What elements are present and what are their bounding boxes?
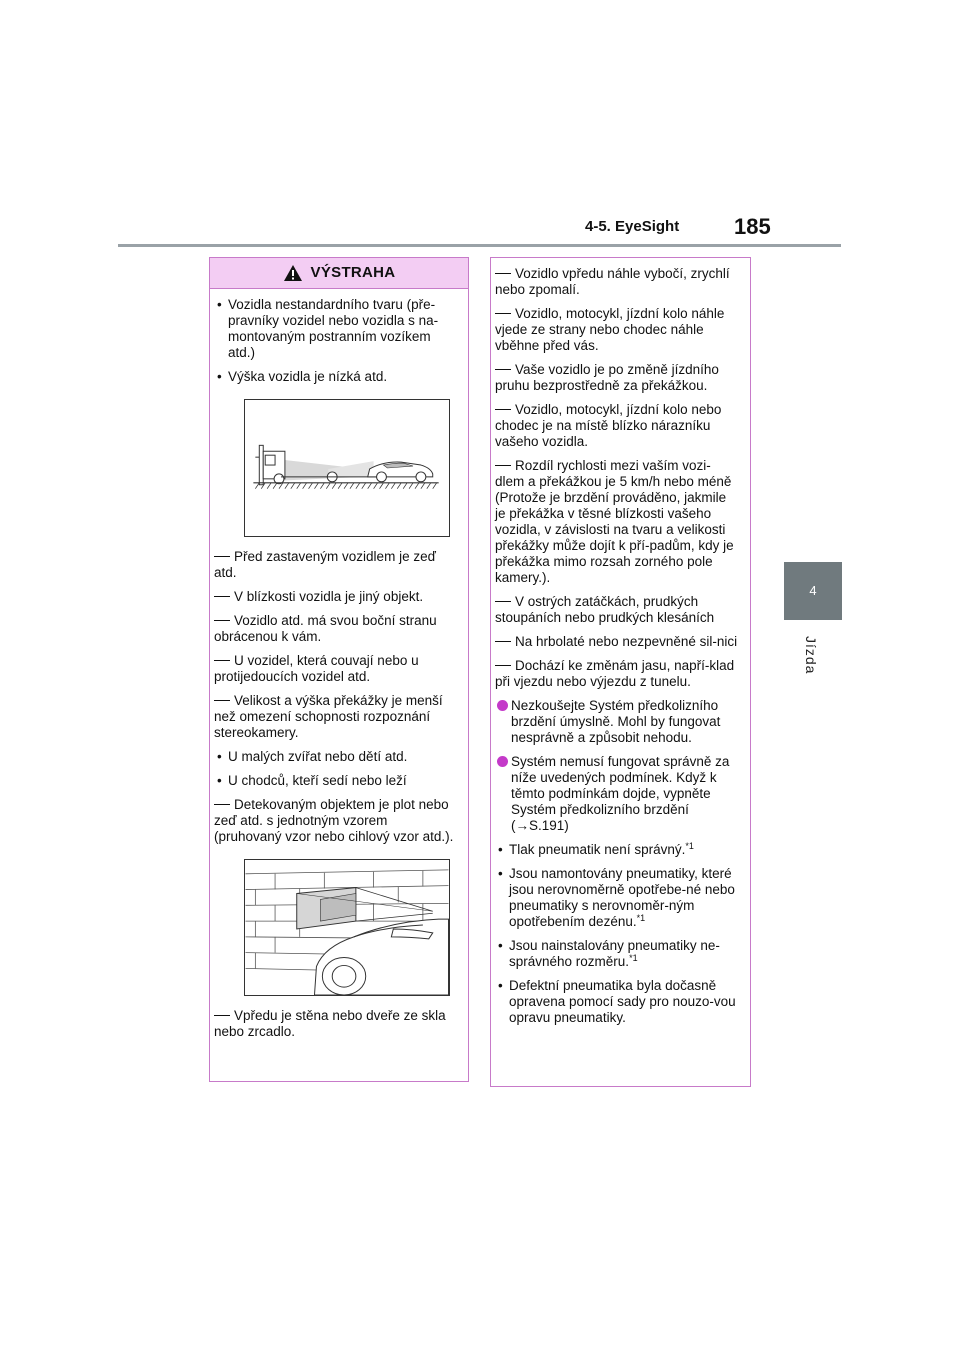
footnote-ref: *1 — [636, 913, 646, 923]
section-label: 4-5. EyeSight — [585, 218, 680, 235]
list-item — [495, 658, 740, 690]
list-item: • U malých zvířat nebo dětí atd. — [214, 749, 458, 765]
list-item — [495, 306, 740, 354]
list-item — [495, 402, 740, 450]
list-item-text: Na hrbolaté nebo nezpevněné sil-nici — [515, 634, 738, 649]
dash-marker — [495, 273, 511, 274]
list-item — [214, 653, 458, 685]
list-item — [495, 754, 740, 834]
dash-marker — [495, 409, 511, 410]
wall-illustration — [244, 859, 450, 996]
list-item-text: Dochází ke změnám jasu, napří-klad při vjezdu nebo výjezdu z tunelu. — [495, 658, 735, 689]
warning-title: VÝSTRAHA — [310, 264, 396, 281]
list-item — [495, 594, 740, 626]
list-item — [495, 266, 740, 298]
dash-marker — [214, 700, 230, 701]
list-item — [214, 797, 458, 845]
list-item-text: Před zastaveným vozidlem je zeď atd. — [214, 549, 436, 580]
list-item — [214, 1008, 458, 1040]
footnote-ref: *1 — [685, 841, 694, 851]
warning-triangle-icon — [283, 264, 303, 282]
list-item-text: Detekovaným objektem je plot nebo zeď atd. s jednotným vzorem (pruhovaný vzor nebo cihlový vzor atd.). — [214, 797, 454, 844]
warning-header — [210, 258, 468, 289]
list-item — [495, 698, 740, 746]
dash-marker — [214, 620, 230, 621]
list-item-text: Vozidlo, motocykl, jízdní kolo náhle vjede ze strany nebo chodec náhle vběhne před vás. — [495, 306, 725, 353]
dash-marker — [214, 596, 230, 597]
chapter-tab[interactable]: 4 — [784, 562, 842, 620]
page-number: 185 — [734, 214, 771, 239]
list-item-text: Vozidlo atd. má svou boční stranu obrácenou k vám. — [214, 613, 437, 644]
list-item-text: Velikost a výška překážky je menší než omezení schopnosti rozpoznání stereokamery. — [214, 693, 443, 740]
list-item — [495, 866, 740, 930]
list-item-text: Jsou nainstalovány pneumatiky ne-správného rozměru. — [509, 938, 720, 969]
list-item: • U chodců, kteří sedí nebo leží — [214, 773, 458, 789]
list-item-text: Jsou namontovány pneumatiky, které jsou nerovnoměrně opotřebe-né nebo pneumatiky s nerovnoměr-ným opotřebením dezénu. — [509, 866, 735, 929]
dash-marker — [214, 804, 230, 805]
list-item — [214, 613, 458, 645]
list-item-text: Defektní pneumatika byla dočasně opravena pomocí sady pro nouzo-vou opravu pneumatiky. — [509, 978, 736, 1025]
list-item-text: Vaše vozidlo je po změně jízdního pruhu bezprostředně za překážkou. — [495, 362, 719, 393]
list-item — [495, 842, 740, 858]
list-item-text: Systém nemusí fungovat správně za níže uvedených podmínek. Když k těmto podmínkám dojde, vypněte Systém předkolizního brzdění (→S.191) — [511, 754, 730, 833]
dash-marker — [495, 665, 511, 666]
list-item — [495, 978, 740, 1026]
list-item — [214, 549, 458, 581]
bullet-circle-icon — [497, 756, 508, 767]
dash-marker — [495, 369, 511, 370]
warning-box-left — [209, 257, 469, 1082]
dash-marker — [214, 556, 230, 557]
dash-marker — [495, 313, 511, 314]
list-item — [214, 693, 458, 741]
list-item-text: Vpředu je stěna nebo dveře ze skla nebo zrcadlo. — [214, 1008, 446, 1039]
list-item-text: V ostrých zatáčkách, prudkých stoupáních nebo prudkých klesáních — [495, 594, 715, 625]
list-item-text: Vozidlo, motocykl, jízdní kolo nebo chodec je na místě blízko nárazníku vašeho vozidla. — [495, 402, 722, 449]
dash-marker — [495, 641, 511, 642]
dash-marker — [214, 660, 230, 661]
list-item-text: V blízkosti vozidla je jiný objekt. — [234, 589, 424, 604]
truck-illustration — [244, 399, 450, 537]
bullet-circle-icon — [497, 700, 508, 711]
footnote-ref: *1 — [629, 953, 638, 963]
list-item-text: U vozidel, která couvají nebo u protijedoucích vozidel atd. — [214, 653, 419, 684]
list-item: • Vozidla nestandardního tvaru (pře-pravníky vozidel nebo vozidla s na-montovaným postranním vozíkem atd.) — [214, 297, 458, 361]
warning-box-right — [490, 257, 751, 1087]
dash-marker — [495, 465, 511, 466]
list-item-text: Tlak pneumatik není správný. — [509, 842, 686, 857]
list-item-text: Vozidlo vpředu náhle vybočí, zrychlí nebo zpomalí. — [495, 266, 730, 297]
dash-marker — [214, 1015, 230, 1016]
list-item — [214, 589, 458, 605]
list-item: • Výška vozidla je nízká atd. — [214, 369, 458, 385]
header-rule — [118, 244, 841, 247]
list-item — [495, 634, 740, 650]
list-item — [495, 458, 740, 586]
list-item — [495, 362, 740, 394]
list-item-text: Rozdíl rychlosti mezi vaším vozi-dlem a překážkou je 5 km/h nebo méně (Protože je brzdění prováděno, jakmile je překážka v těsné blízkosti vašeho vozidla, v závislosti na tvaru a velikosti překážky může dojít k pří-padům, kdy je překážka mimo rozsah zorného pole kamery.). — [495, 458, 734, 585]
chapter-title: Jízda — [803, 636, 819, 675]
list-item-text: Nezkoušejte Systém předkolizního brzdění úmyslně. Mohl by fungovat nesprávně a způsobit nehodu. — [511, 698, 721, 745]
list-item — [495, 938, 740, 970]
dash-marker — [495, 601, 511, 602]
